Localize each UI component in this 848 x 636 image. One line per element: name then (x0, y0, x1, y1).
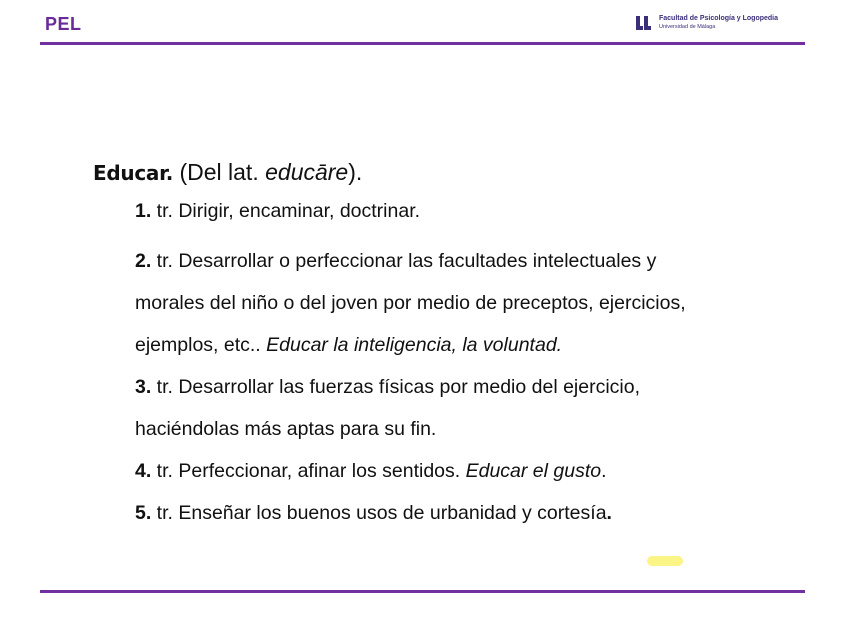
definition-text: tr. Perfeccionar, afinar los sentidos. (151, 460, 466, 482)
definition-4 (135, 450, 813, 492)
definition-5 (135, 492, 813, 534)
definition-example: Educar el gusto (465, 460, 602, 482)
etymology-word: educāre (265, 159, 349, 185)
etymology-suffix: ). (348, 159, 363, 185)
logo-mark-icon (635, 15, 653, 31)
definition-text: ejemplos, etc.. (135, 334, 267, 356)
bottom-divider (40, 590, 805, 593)
definition-tail: . (601, 460, 607, 482)
definition-3 (135, 366, 813, 408)
definition-text: tr. Desarrollar o perfeccionar las facultades intelectuales y (151, 250, 657, 272)
definition-text: tr. Dirigir, encaminar, doctrinar. (151, 200, 421, 222)
definition-tail: . (606, 502, 612, 524)
definition-1 (135, 198, 813, 224)
top-divider (40, 42, 805, 45)
definition-number: 1. (135, 200, 152, 222)
logo-line-1: Facultad de Psicología y Logopedia (659, 15, 779, 22)
definition-3-continued (135, 408, 813, 450)
definition-text: haciéndolas más aptas para su fin. (135, 418, 437, 440)
etymology-prefix: (Del lat. (173, 159, 266, 185)
headword: Educar. (93, 161, 174, 185)
definition-number: 4. (135, 460, 152, 482)
faculty-logo (635, 15, 778, 31)
definition-text: tr. Desarrollar las fuerzas físicas por medio del ejercicio, (151, 376, 641, 398)
definition-text: morales del niño o del joven por medio de preceptos, ejercicios, (135, 292, 686, 314)
definition-2-continued (135, 282, 813, 324)
logo-line-2: Universidad de Málaga (659, 24, 716, 30)
definition-number: 5. (135, 502, 152, 524)
highlight-mark (647, 556, 683, 566)
dictionary-entry (93, 157, 813, 534)
definitions-list (135, 198, 813, 534)
definition-number: 3. (135, 376, 152, 398)
definition-2-example-line (135, 324, 813, 366)
header-title: PEL (45, 14, 82, 34)
entry-heading (93, 157, 813, 188)
definition-text: tr. Enseñar los buenos usos de urbanidad y cortesía (151, 502, 607, 524)
definition-2 (135, 240, 813, 282)
definition-example: Educar la inteligencia, la voluntad. (266, 334, 563, 356)
definition-number: 2. (135, 250, 152, 272)
